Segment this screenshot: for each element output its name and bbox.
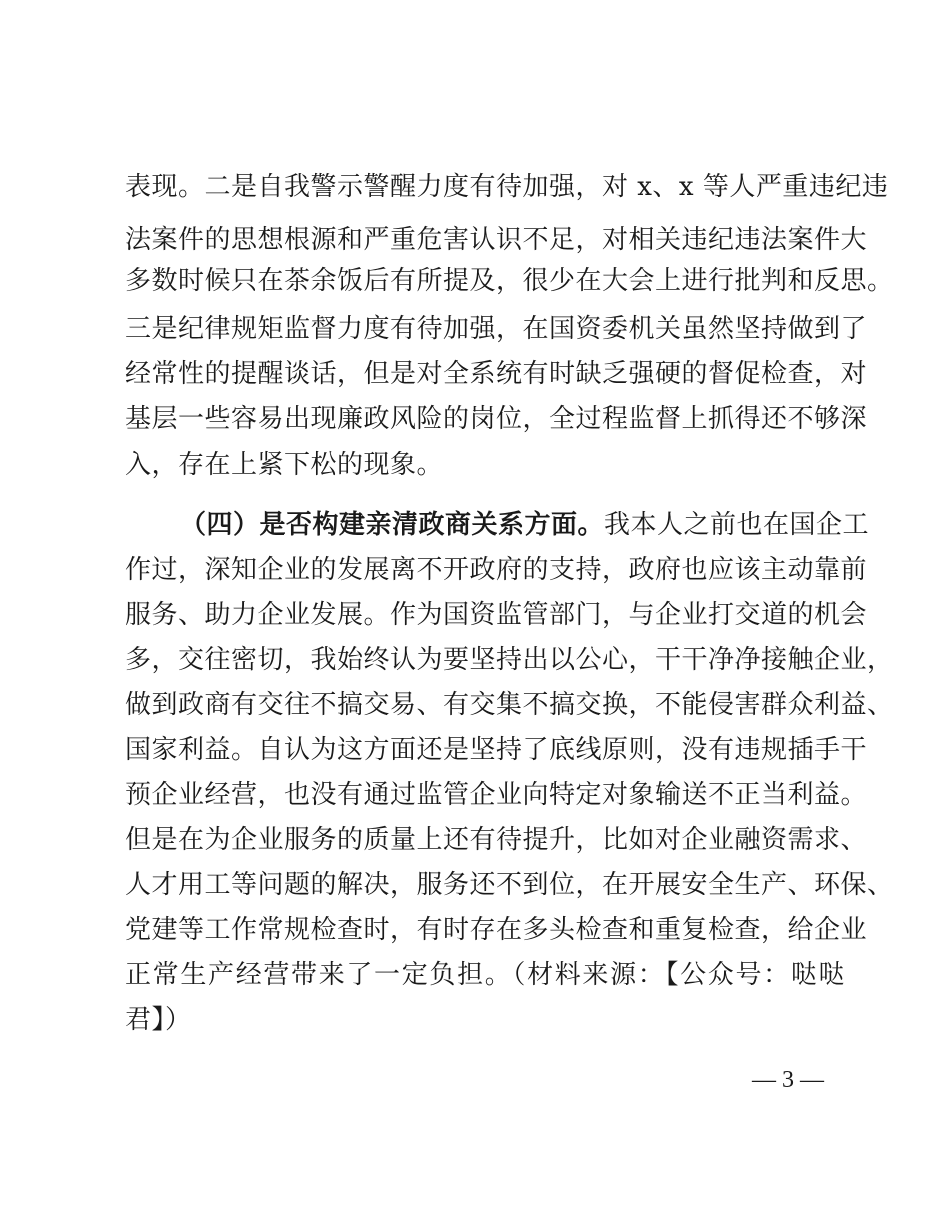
paragraph-2-line-8: 但是在为企业服务的质量上还有待提升，比如对企业融资需求、: [125, 825, 868, 855]
paragraph-2-line-9: 人才用工等问题的解决，服务还不到位，在开展安全生产、环保、: [125, 870, 894, 900]
paragraph-2-line-12: 君】）: [125, 1005, 192, 1035]
page-number: — 3 —: [752, 1067, 824, 1093]
paragraph-2-line-4: 多，交往密切，我始终认为要坚持出以公心，干干净净接触企业，: [125, 645, 894, 675]
section-heading: （四）是否构建亲清政商关系方面。: [180, 510, 605, 540]
paragraph-1-line-1: 表现。二是自我警示警醒力度有待加强，对 x、x 等人严重违纪违: [125, 172, 889, 202]
paragraph-1-line-5: 经常性的提醒谈话，但是对全系统有时缺乏强硬的督促检查，对: [125, 359, 868, 389]
paragraph-2-line-5: 做到政商有交往不搞交易、有交集不搞交换，不能侵害群众利益、: [125, 690, 894, 720]
paragraph-1-line-7: 入，存在上紧下松的现象。: [125, 450, 444, 480]
paragraph-2-line-11: 正常生产经营带来了一定负担。（材料来源：【公众号：哒哒: [125, 960, 845, 990]
paragraph-2-line-3: 服务、助力企业发展。作为国资监管部门，与企业打交道的机会: [125, 600, 868, 630]
paragraph-2-line-1-text: 我本人之前也在国企工: [604, 510, 870, 540]
paragraph-1-line-3: 多数时候只在茶余饭后有所提及，很少在大会上进行批判和反思。: [125, 266, 894, 296]
paragraph-1-line-6: 基层一些容易出现廉政风险的岗位，全过程监督上抓得还不够深: [125, 404, 868, 434]
paragraph-1-line-4: 三是纪律规矩监督力度有待加强，在国资委机关虽然坚持做到了: [125, 314, 868, 344]
paragraph-2-line-1: [180, 510, 870, 540]
paragraph-1-line-2: 法案件的思想根源和严重危害认识不足，对相关违纪违法案件大: [125, 225, 868, 255]
paragraph-2-line-7: 预企业经营，也没有通过监管企业向特定对象输送不正当利益。: [125, 780, 868, 810]
paragraph-2-line-10: 党建等工作常规检查时，有时存在多头检查和重复检查，给企业: [125, 915, 868, 945]
paragraph-2-line-2: 作过，深知企业的发展离不开政府的支持，政府也应该主动靠前: [125, 555, 868, 585]
paragraph-2-line-6: 国家利益。自认为这方面还是坚持了底线原则，没有违规插手干: [125, 735, 868, 765]
